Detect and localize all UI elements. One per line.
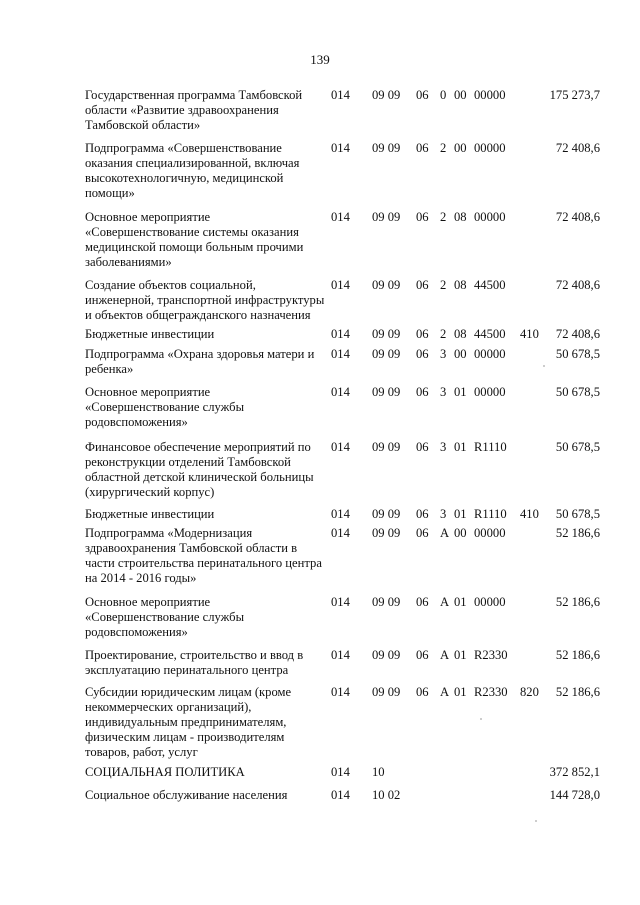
cell-direction: 00000: [474, 210, 506, 224]
cell-ministry: 014: [331, 788, 350, 802]
cell-amount: 175 273,7: [549, 88, 600, 102]
scan-speck: [543, 365, 545, 367]
cell-mainevent: 00: [454, 347, 467, 361]
cell-subprogram: 3: [440, 385, 447, 399]
table-row: [85, 526, 600, 586]
cell-mainevent: 08: [454, 210, 467, 224]
cell-ministry: 014: [331, 88, 350, 102]
cell-section: 09 09: [372, 347, 401, 361]
cell-section: 09 09: [372, 88, 401, 102]
cell-name: Основное мероприятие «Совершенствование системы оказания медицинской помощи больным прочими заболеваниями»: [85, 210, 304, 269]
cell-name: Субсидии юридическим лицам (кроме некоммерческих организаций), индивидуальным предпринимателям, физическим лицам - производителям товаров, работ, услуг: [85, 685, 292, 759]
cell-subprogram: 0: [440, 88, 447, 102]
cell-mainevent: 01: [454, 440, 467, 454]
cell-program: 06: [416, 385, 429, 399]
cell-ministry: 014: [331, 526, 350, 540]
cell-mainevent: 00: [454, 141, 467, 155]
cell-amount: 52 186,6: [555, 648, 600, 662]
cell-subprogram: 2: [440, 141, 447, 155]
cell-direction: 00000: [474, 595, 506, 609]
cell-ministry: 014: [331, 765, 350, 779]
cell-section: 09 09: [372, 385, 401, 399]
cell-direction: R2330: [474, 648, 508, 662]
cell-subprogram: А: [440, 685, 450, 699]
cell-amount: 372 852,1: [549, 765, 600, 779]
table-row: [85, 347, 600, 377]
cell-section: 09 09: [372, 595, 401, 609]
cell-name: Основное мероприятие «Совершенствование службы родовспоможения»: [85, 595, 245, 639]
table-row: [85, 765, 600, 780]
table-row: [85, 141, 600, 201]
cell-direction: 00000: [474, 141, 506, 155]
cell-direction: 44500: [474, 278, 506, 292]
cell-direction: R1110: [474, 507, 507, 521]
cell-amount: 72 408,6: [555, 210, 600, 224]
cell-subprogram: А: [440, 595, 450, 609]
table-row: [85, 385, 600, 430]
cell-name: Государственная программа Тамбовской области «Развитие здравоохранения Тамбовской области»: [85, 88, 303, 132]
cell-name: Создание объектов социальной, инженерной, транспортной инфраструктуры и объектов общегражданского назначения: [85, 278, 325, 322]
cell-name: Подпрограмма «Модернизация здравоохранения Тамбовской области в части строительства перинатального центра на 2014 - 2016 годы»: [85, 526, 322, 585]
table-row: [85, 595, 600, 640]
cell-mainevent: 00: [454, 88, 467, 102]
cell-mainevent: 01: [454, 595, 467, 609]
cell-mainevent: 01: [454, 685, 467, 699]
budget-table: [85, 88, 600, 803]
cell-ministry: 014: [331, 278, 350, 292]
cell-amount: 72 408,6: [555, 278, 600, 292]
cell-section: 09 09: [372, 648, 401, 662]
cell-section: 09 09: [372, 210, 401, 224]
cell-direction: 44500: [474, 327, 506, 341]
cell-name: Подпрограмма «Совершенствование оказания специализированной, включая высокотехнологичную, медицинской помощи»: [85, 141, 300, 200]
cell-amount: 50 678,5: [555, 507, 600, 521]
cell-program: 06: [416, 595, 429, 609]
cell-amount: 50 678,5: [555, 347, 600, 361]
cell-program: 06: [416, 648, 429, 662]
cell-subprogram: 3: [440, 440, 447, 454]
cell-mainevent: 08: [454, 278, 467, 292]
cell-ministry: 014: [331, 347, 350, 361]
cell-expense: 410: [520, 507, 539, 521]
cell-subprogram: 3: [440, 347, 447, 361]
cell-direction: R1110: [474, 440, 507, 454]
scan-speck: [480, 718, 482, 720]
cell-ministry: 014: [331, 327, 350, 341]
table-row: [85, 88, 600, 133]
cell-name: Основное мероприятие «Совершенствование службы родовспоможения»: [85, 385, 245, 429]
table-row: [85, 685, 600, 760]
cell-amount: 72 408,6: [555, 327, 600, 341]
cell-mainevent: 01: [454, 648, 467, 662]
cell-ministry: 014: [331, 141, 350, 155]
table-row: [85, 278, 600, 323]
cell-ministry: 014: [331, 685, 350, 699]
table-row: [85, 327, 600, 342]
cell-amount: 52 186,6: [555, 526, 600, 540]
scan-speck: [535, 820, 537, 822]
cell-amount: 50 678,5: [555, 385, 600, 399]
cell-amount: 144 728,0: [549, 788, 600, 802]
cell-name: Социальное обслуживание населения: [85, 788, 288, 802]
table-row: [85, 440, 600, 500]
cell-direction: 00000: [474, 385, 506, 399]
cell-program: 06: [416, 526, 429, 540]
cell-ministry: 014: [331, 385, 350, 399]
cell-subprogram: 2: [440, 278, 447, 292]
cell-section: 10 02: [372, 788, 401, 802]
cell-subprogram: 3: [440, 507, 447, 521]
cell-direction: 00000: [474, 88, 506, 102]
cell-section: 10: [372, 765, 385, 779]
cell-program: 06: [416, 347, 429, 361]
cell-direction: 00000: [474, 526, 506, 540]
cell-mainevent: 00: [454, 526, 467, 540]
cell-program: 06: [416, 440, 429, 454]
cell-ministry: 014: [331, 595, 350, 609]
cell-name: Подпрограмма «Охрана здоровья матери и ребенка»: [85, 347, 315, 376]
cell-section: 09 09: [372, 141, 401, 155]
cell-name: Финансовое обеспечение мероприятий по реконструкции отделений Тамбовской областной детской клинической больницы (хирургический корпус): [85, 440, 314, 499]
cell-program: 06: [416, 507, 429, 521]
cell-program: 06: [416, 88, 429, 102]
cell-program: 06: [416, 141, 429, 155]
cell-ministry: 014: [331, 648, 350, 662]
cell-subprogram: 2: [440, 327, 447, 341]
cell-amount: 50 678,5: [555, 440, 600, 454]
table-row: [85, 788, 600, 803]
cell-subprogram: А: [440, 648, 450, 662]
cell-subprogram: А: [440, 526, 450, 540]
cell-section: 09 09: [372, 685, 401, 699]
cell-section: 09 09: [372, 526, 401, 540]
cell-mainevent: 01: [454, 385, 467, 399]
cell-section: 09 09: [372, 440, 401, 454]
cell-ministry: 014: [331, 440, 350, 454]
cell-mainevent: 08: [454, 327, 467, 341]
cell-ministry: 014: [331, 210, 350, 224]
table-row: [85, 648, 600, 678]
cell-name: Бюджетные инвестиции: [85, 327, 215, 341]
cell-program: 06: [416, 278, 429, 292]
table-row: [85, 210, 600, 270]
cell-program: 06: [416, 685, 429, 699]
cell-name: Проектирование, строительство и ввод в эксплуатацию перинатального центра: [85, 648, 304, 677]
cell-direction: 00000: [474, 347, 506, 361]
page-number: 139: [310, 52, 330, 67]
cell-amount: 52 186,6: [555, 595, 600, 609]
cell-ministry: 014: [331, 507, 350, 521]
cell-name: СОЦИАЛЬНАЯ ПОЛИТИКА: [85, 765, 245, 779]
cell-program: 06: [416, 210, 429, 224]
cell-section: 09 09: [372, 507, 401, 521]
table-row: [85, 507, 600, 522]
cell-direction: R2330: [474, 685, 508, 699]
cell-name: Бюджетные инвестиции: [85, 507, 215, 521]
cell-amount: 72 408,6: [555, 141, 600, 155]
cell-expense: 820: [520, 685, 539, 699]
cell-amount: 52 186,6: [555, 685, 600, 699]
cell-subprogram: 2: [440, 210, 447, 224]
cell-section: 09 09: [372, 278, 401, 292]
cell-mainevent: 01: [454, 507, 467, 521]
cell-section: 09 09: [372, 327, 401, 341]
cell-expense: 410: [520, 327, 539, 341]
cell-program: 06: [416, 327, 429, 341]
